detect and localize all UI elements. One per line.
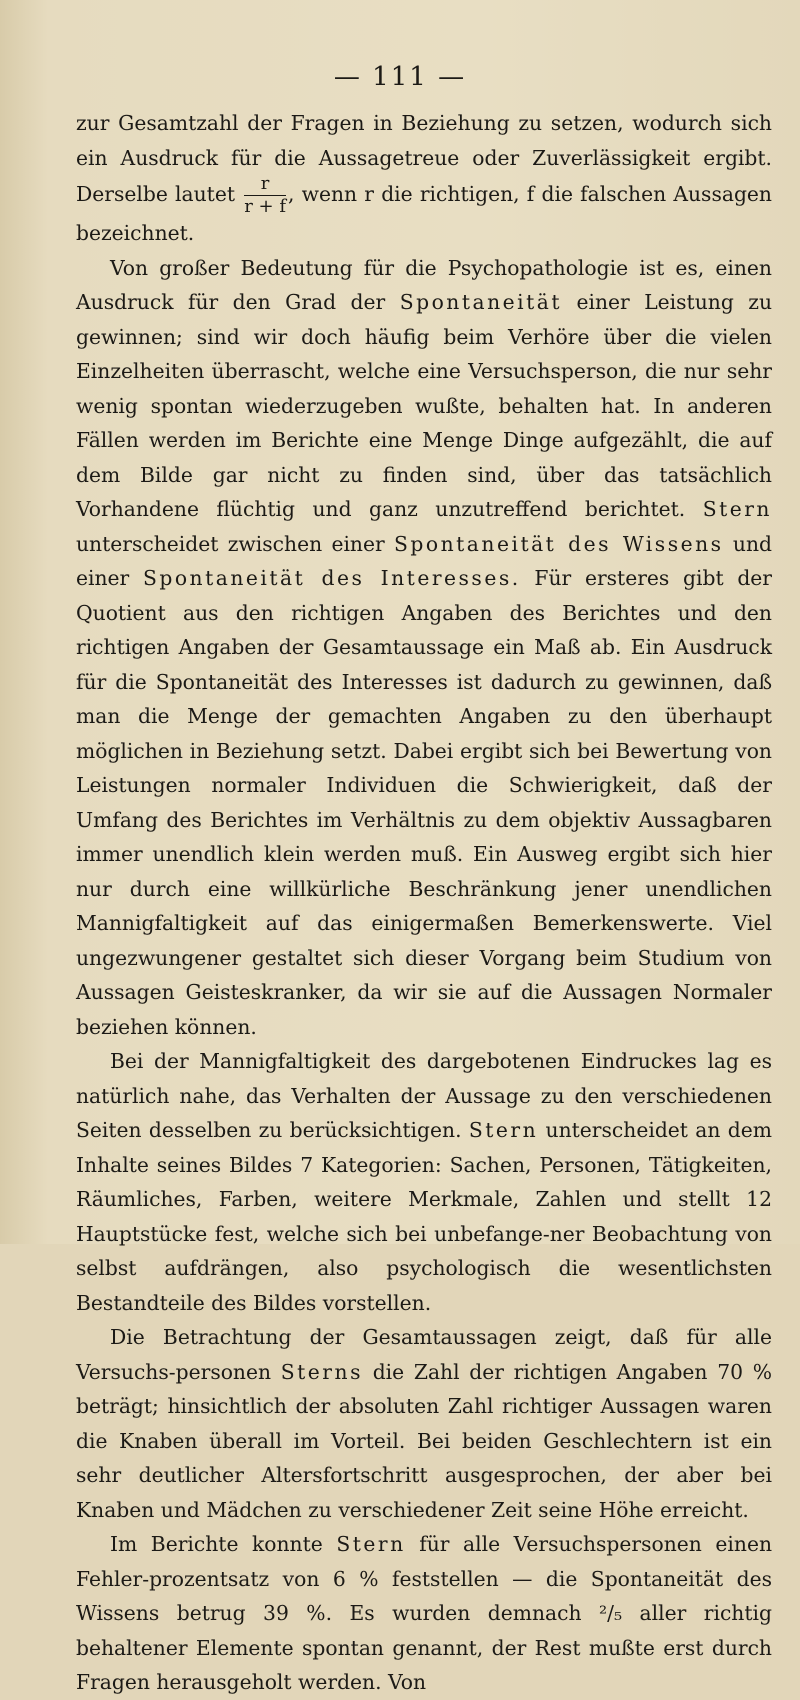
paragraph-3: Bei der Mannigfaltigkeit des dargebotenen Eindruckes lag es natürlich nahe, das Verhalten der Aussage zu den verschiedenen Seiten desselben zu berücksichtigen. Stern unterscheidet an dem Inhalte seines Bildes 7 Kategorien: Sachen, Personen, Tätigkeiten, Räumliches, Farben, weitere Merkmale, Zahlen und stellt 12 Hauptstücke fest, welche sich bei unbefange-ner Beobachtung von selbst aufdrängen, also psychologisch die wesentlichsten Bestandteile des Bildes vorstellen.: [76, 1049, 772, 1315]
spaced-name: Sterns: [280, 1359, 363, 1384]
spaced-name: Stern: [702, 497, 772, 521]
spaced-term: Spontaneität des Interesses.: [142, 566, 521, 590]
paragraph-4: Die Betrachtung der Gesamtaussagen zeigt, daß für alle Versuchs-personen Sterns die Zahl der richtigen Angaben 70 % beträgt; hinsichtlich der absoluten Zahl richtiger Aussagen waren die Knaben überall im Vorteil. Bei beiden Geschlechtern ist ein sehr deutlicher Altersfortschritt ausgesprochen, der aber bei Knaben und Mädchen zu verschiedener Zeit seine Höhe erreicht.: [76, 1325, 772, 1522]
page-number: — 111 —: [333, 62, 467, 92]
spaced-name: Stern: [468, 1118, 539, 1142]
paragraph-1: zur Gesamtzahl der Fragen in Beziehung zu setzen, wodurch sich ein Ausdruck für die Aussagetreue oder Zuverlässigkeit ergibt. Derselbe lautet $\frac{r}{r + f}$ , wenn r die richtigen, f die falschen Aussagen bezeichnet.: [76, 111, 772, 245]
spaced-name: Stern: [336, 1532, 406, 1556]
paragraph-2: Von großer Bedeutung für die Psychopathologie ist es, einen Ausdruck für den Grad der Spontaneität einer Leistung zu gewinnen; sind wir doch häufig beim Verhöre über die vielen Einzelheiten überrascht, welche eine Versuchsperson, die nur sehr wenig spontan wiederzugeben wußte, behalten hat. In anderen Fällen werden im Berichte eine Menge Dinge aufgezählt, die auf dem Bilde gar nicht zu finden sind, über das tatsächlich Vorhandene flüchtig und ganz unzutreffend berichtet. Stern unterscheidet zwischen einer Spontaneität des Wissens und einer Spontaneität des Interesses. Für ersteres gibt der Quotient aus den richtigen Angaben des Berichtes und den richtigen Angaben der Gesamtaussage ein Maß ab. Ein Ausdruck für die Spontaneität des Interesses ist dadurch zu gewinnen, daß man die Menge der gemachten Angaben zu den überhaupt möglichen in Beziehung setzt. Dabei ergibt sich bei Bewertung von Leistungen normaler Individuen die Schwierigkeit, daß der Umfang des Berichtes im Verhältnis zu dem objektiv Aussagbaren immer unendlich klein werden muß. Ein Ausweg ergibt sich hier nur durch eine willkürliche Beschränkung jener unendlichen Mannigfaltigkeit auf das einigermaßen Bemerkenswerte. Viel ungezwungener gestaltet sich dieser Vorgang beim Studium von Aussagen Geisteskranker, da wir sie auf die Aussagen Normaler beziehen können.: [76, 255, 773, 1039]
spaced-term: Spontaneität des Wissens: [394, 531, 724, 556]
fraction-denominator: r + f: [244, 196, 286, 217]
spaced-term: Spontaneität: [399, 290, 563, 314]
body-text: [76, 106, 772, 1700]
fraction-numerator: r: [244, 175, 286, 196]
formula-fraction: [244, 175, 286, 216]
paragraph-5: Im Berichte konnte Stern für alle Versuchspersonen einen Fehler-prozentsatz von 6 % feststellen — die Spontaneität des Wissens betrug 39 %. Es wurden demnach ²/₅ aller richtig behaltener Elemente spontan genannt, der Rest mußte erst durch Fragen herausgeholt werden. Von: [76, 1532, 773, 1694]
